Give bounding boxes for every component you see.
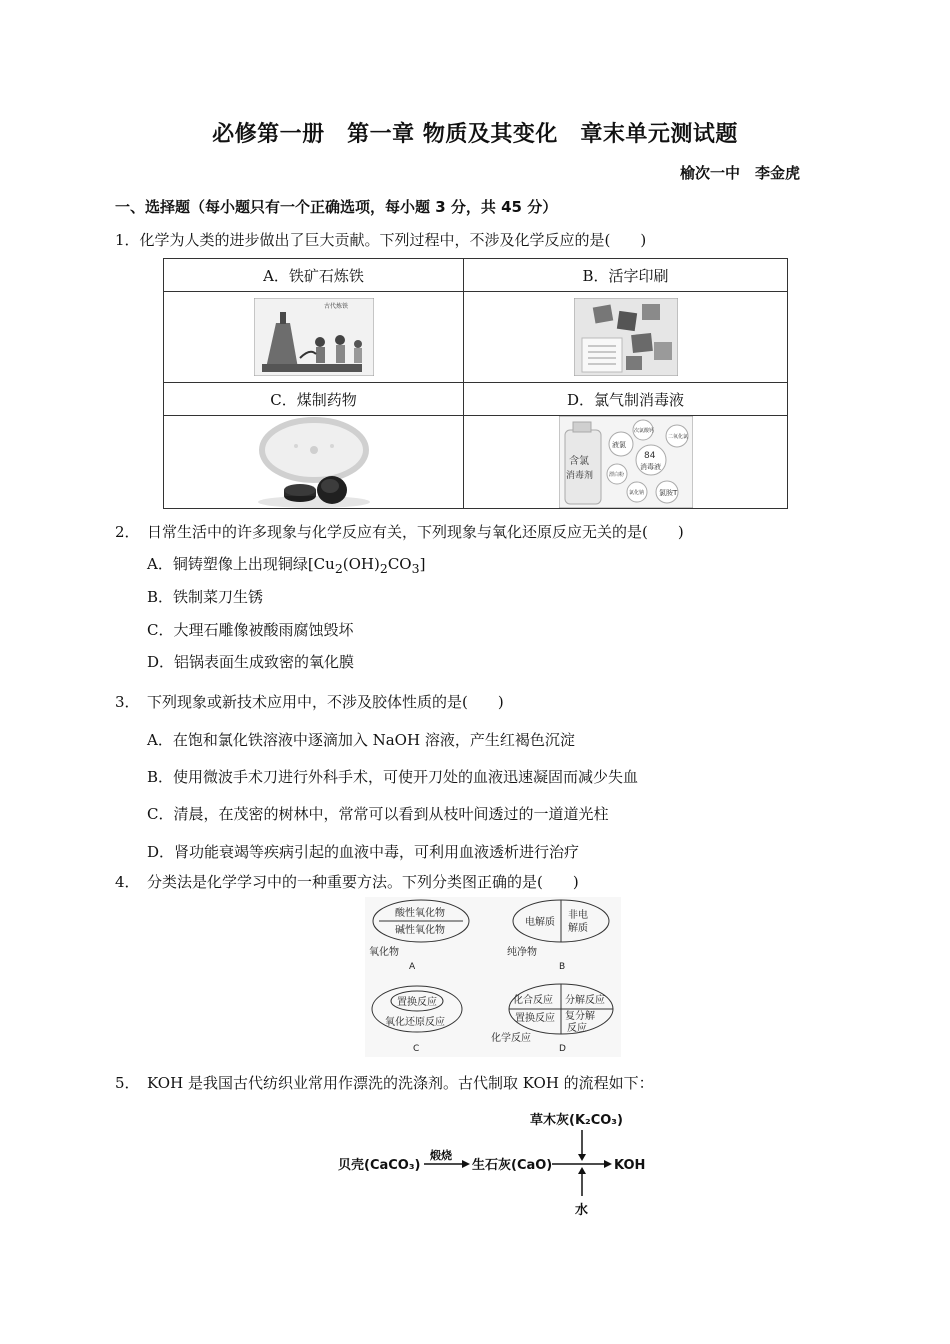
question-stem: KOH 是我国古代纺织业常用作漂洗的洗涤剂。古代制取 KOH 的流程如下： <box>147 1074 654 1092</box>
bubble-chloramine: 氯胺T <box>658 489 677 497</box>
classification-diagrams <box>365 897 621 1057</box>
question-stem: 化学为人类的进步做出了巨大贡献。下列过程中，不涉及化学反应的是( ) <box>139 231 647 249</box>
diagram-b-letter: B <box>559 962 566 972</box>
question-number: 1． <box>115 231 140 249</box>
author-line: 榆次一中 李金虎 <box>679 164 800 182</box>
q2-a-text: (OH) <box>342 555 380 573</box>
q1-a-image-caption: 古代炼铁 <box>323 303 348 310</box>
diagram-c-displacement: 置换反应 <box>397 997 437 1008</box>
diagram-d-double-2: 反应 <box>567 1023 587 1034</box>
q3-option-a: A．在饱和氯化铁溶液中逐滴加入 NaOH 溶液，产生红褐色沉淀 <box>147 731 575 749</box>
q1-option-c-image-cell <box>164 416 464 509</box>
question-4 <box>115 871 579 892</box>
diagram-d-combination: 化合反应 <box>513 995 553 1006</box>
q1-option-c-label: C．煤制药物 <box>164 383 464 416</box>
bubble-liquid-chlorine: 液氯 <box>611 441 626 449</box>
diagram-a-acidic-oxide: 酸性氧化物 <box>395 908 445 919</box>
q2-a-text: CO <box>387 555 412 573</box>
q2-a-sub: 2 <box>379 561 388 576</box>
bubble-chlorine-dioxide: 二氧化氯 <box>667 434 688 440</box>
movable-type-image <box>574 298 678 376</box>
diagram-c-letter: C <box>413 1044 420 1054</box>
question-2 <box>115 521 684 542</box>
flow-water: 水 <box>575 1203 589 1218</box>
flow-koh: KOH <box>614 1158 646 1173</box>
diagram-d-decomposition: 分解反应 <box>565 995 605 1006</box>
q2-a-text: ] <box>419 555 426 573</box>
question-stem: 日常生活中的许多现象与化学反应有关，下列现象与氧化还原反应无关的是( ) <box>147 523 684 541</box>
q2-option-c: C．大理石雕像被酸雨腐蚀毁坏 <box>147 621 354 639</box>
question-number: 3． <box>115 693 140 711</box>
question-5 <box>115 1072 654 1093</box>
question-stem: 分类法是化学学习中的一种重要方法。下列分类图正确的是( ) <box>147 873 579 891</box>
diagram-d-displacement: 置换反应 <box>515 1013 555 1024</box>
q3-option-b: B．使用微波手术刀进行外科手术，可使开刀处的血液迅速凝固而减少失血 <box>147 768 639 786</box>
flow-quicklime: 生石灰(CaO) <box>472 1158 553 1173</box>
koh-flow-diagram <box>330 1108 660 1218</box>
diagram-d-chemical-reaction: 化学反应 <box>491 1033 531 1044</box>
q1-option-a-label: A．铁矿石炼铁 <box>164 259 464 292</box>
q2-option-a <box>147 553 425 576</box>
diagram-a-basic-oxide: 碱性氧化物 <box>395 925 445 936</box>
q1-option-b-label: B．活字印刷 <box>464 259 788 292</box>
q2-option-d: D．铝锅表面生成致密的氧化膜 <box>147 653 355 671</box>
question-1 <box>115 229 646 250</box>
diagram-c-redox: 氧化还原反应 <box>385 1017 445 1028</box>
bubble-bleaching-powder: 漂白粉 <box>608 472 624 478</box>
q2-option-b: B．铁制菜刀生锈 <box>147 588 264 606</box>
question-3 <box>115 691 504 712</box>
bubble-84: 84 <box>643 451 655 461</box>
q1-option-a-image-cell <box>164 292 464 383</box>
diagram-b-pure-substance: 纯净物 <box>507 947 537 958</box>
bubble-sodium-chloride: 氯化钠 <box>628 490 644 496</box>
flow-shell: 贝壳(CaCO₃) <box>338 1158 421 1173</box>
diagram-d-double-1: 复分解 <box>565 1011 595 1022</box>
q2-a-sub: 2 <box>334 561 343 576</box>
disinfectant-image <box>559 416 693 508</box>
diagram-b-non-electrolyte-2: 解质 <box>568 923 588 934</box>
q3-option-c: C．清晨，在茂密的树林中，常常可以看到从枝叶间透过的一道道光柱 <box>147 805 609 823</box>
diagram-b-non-electrolyte-1: 非电 <box>568 910 588 921</box>
q1-option-table <box>163 258 788 509</box>
bubble-calcium-hypochlorite: 次氯酸钙 <box>633 428 654 434</box>
question-number: 4． <box>115 873 140 891</box>
diagram-b-electrolyte: 电解质 <box>525 917 555 928</box>
diagram-a-letter: A <box>409 962 416 972</box>
coal-medicine-image <box>252 416 376 508</box>
iron-smelting-image <box>254 298 374 376</box>
question-number: 5． <box>115 1074 140 1092</box>
q1-option-d-label: D．氯气制消毒液 <box>464 383 788 416</box>
q2-a-sub: 3 <box>411 561 420 576</box>
diagram-a-oxide: 氧化物 <box>369 947 399 958</box>
q1-option-d-image-cell <box>464 416 788 509</box>
flow-plant-ash: 草木灰(K₂CO₃) <box>530 1113 623 1128</box>
question-stem: 下列现象或新技术应用中，不涉及胶体性质的是( ) <box>147 693 504 711</box>
section-heading: 一、选择题（每小题只有一个正确选项，每小题 3 分，共 45 分） <box>115 198 558 216</box>
diagram-d-letter: D <box>559 1044 566 1054</box>
q2-a-text: A．铜铸塑像上出现铜绿[Cu <box>147 555 335 573</box>
page-title: 必修第一册 第一章 物质及其变化 章末单元测试题 <box>212 122 738 147</box>
flow-calcination: 煅烧 <box>430 1149 452 1162</box>
question-number: 2． <box>115 523 140 541</box>
bubble-disinfectant-liquid: 消毒液 <box>639 463 661 471</box>
q1-option-b-image-cell <box>464 292 788 383</box>
bottle-label-2: 消毒剂 <box>565 471 593 481</box>
bottle-label-1: 含氯 <box>568 456 589 467</box>
q3-option-d: D．肾功能衰竭等疾病引起的血液中毒，可利用血液透析进行治疗 <box>147 843 580 861</box>
